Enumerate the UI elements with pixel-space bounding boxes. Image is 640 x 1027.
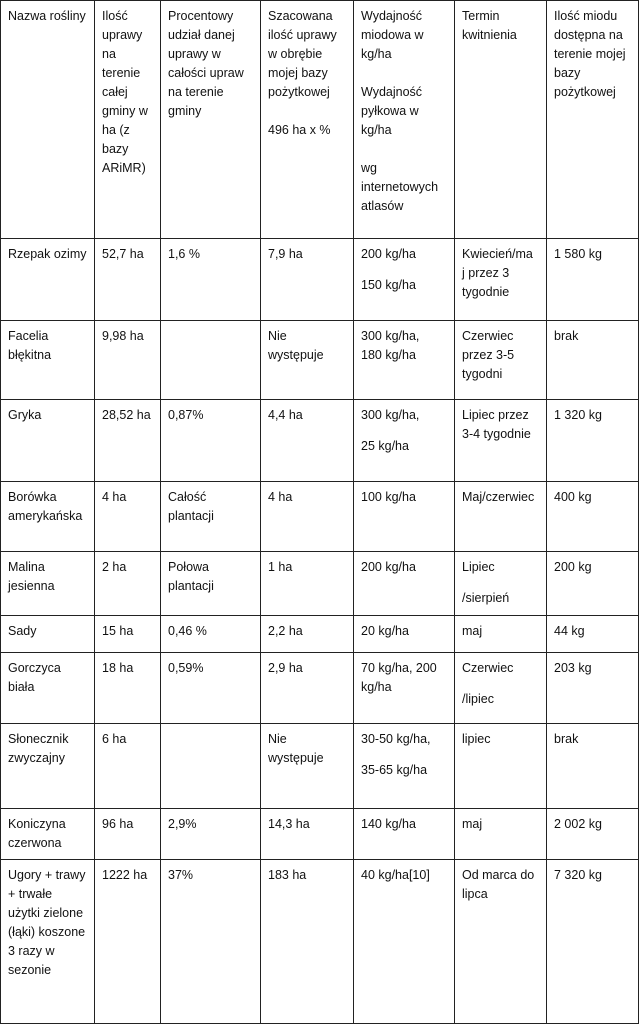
bloom-cell (455, 860, 547, 1024)
percent-cell (161, 321, 261, 400)
bloom-line: Czerwiec (462, 329, 514, 344)
yield-honey-value: 140 kg/ha (361, 817, 416, 832)
yield-cell (354, 652, 455, 723)
bloom-cell (455, 238, 547, 320)
honey-value: 7 320 kg (554, 868, 602, 883)
header-area-line: na (102, 47, 116, 61)
yield-honey-value: 300 kg/ha, (361, 408, 420, 423)
estimate-line: 2,9 ha (268, 660, 303, 675)
percent-cell (161, 860, 261, 1024)
plant-name-cell (1, 238, 95, 320)
percent-line: 37% (168, 868, 194, 883)
bloom-cell (455, 809, 547, 860)
area-cell (95, 481, 161, 551)
header-name (1, 1, 95, 239)
area-cell (95, 238, 161, 320)
header-bloom (455, 1, 547, 239)
yield-cell (354, 321, 455, 400)
percent-cell (161, 400, 261, 481)
plant-name-line: 3 razy w (8, 944, 55, 959)
header-percent-line: udział danej (168, 28, 235, 42)
header-estimate-formula: 496 ha x % (268, 123, 331, 137)
header-percent-line: na terenie (168, 85, 224, 99)
yield-honey-value: 70 kg/ha, 200 (361, 660, 437, 675)
honey-cell (547, 616, 639, 652)
percent-line: Połowa (168, 559, 209, 574)
bloom-line: maj (462, 624, 483, 639)
header-estimate-lines-line: Szacowana (268, 9, 333, 23)
bloom-cell (455, 723, 547, 809)
estimate-line: 7,9 ha (268, 246, 303, 261)
estimate-cell (261, 616, 354, 652)
estimate-line: występuje (268, 750, 324, 765)
percent-line: 2,9% (168, 817, 197, 832)
plant-name-cell (1, 481, 95, 551)
estimate-cell (261, 860, 354, 1024)
area-cell (95, 809, 161, 860)
header-honey (547, 1, 639, 239)
plant-name-line: Słonecznik (8, 731, 69, 746)
plant-name-line: błękitna (8, 348, 52, 363)
header-estimate-lines-line: mojej bazy (268, 66, 328, 80)
bloom-line: Lipiec (462, 559, 495, 574)
header-yield (354, 1, 455, 239)
estimate-line: Nie (268, 731, 287, 746)
yield-honey-value: 100 kg/ha (361, 489, 416, 504)
plant-name-cell (1, 400, 95, 481)
header-area-line: ARiMR) (102, 161, 146, 175)
bloom-line: Kwiecień/ma (462, 246, 533, 261)
plant-name-line: Borówka (8, 489, 57, 504)
honey-cell (547, 860, 639, 1024)
header-estimate-lines (268, 7, 347, 102)
area-value: 9,98 ha (102, 329, 144, 344)
header-honey-line: terenie mojej (554, 47, 626, 61)
bloom-line: maj (462, 817, 483, 832)
area-value: 52,7 ha (102, 246, 144, 261)
yield-honey-value: 200 kg/ha (361, 559, 416, 574)
header-honey-line: bazy (554, 66, 581, 80)
yield-honey-value: 40 kg/ha[10] (361, 868, 430, 883)
yield-pollen-value: 35-65 kg/ha (361, 762, 428, 777)
plant-name-line: + trwałe (8, 887, 53, 902)
yield-pollen-value: 25 kg/ha (361, 439, 409, 454)
header-percent-line: całości upraw (168, 66, 244, 80)
area-value: 28,52 ha (102, 408, 151, 423)
plant-name-line: zwyczajny (8, 750, 65, 765)
bloom-cont-line: /sierpień (462, 590, 510, 605)
table-row (1, 400, 639, 481)
yield-pollen-value: 180 kg/ha (361, 348, 416, 363)
bloom-line: lipiec (462, 731, 491, 746)
area-value: 2 ha (102, 559, 127, 574)
area-cell (95, 652, 161, 723)
estimate-line: 4,4 ha (268, 408, 303, 423)
percent-line: 0,59% (168, 660, 204, 675)
header-yield-source-line: atlasów (361, 199, 404, 213)
bloom-line: tygodnie (462, 284, 510, 299)
bloom-cell (455, 652, 547, 723)
yield-honey-value: 200 kg/ha (361, 246, 416, 261)
bloom-line: Czerwiec (462, 660, 514, 675)
estimate-line: 14,3 ha (268, 817, 310, 832)
header-area (95, 1, 161, 239)
header-estimate-lines-line: pożytkowej (268, 85, 330, 99)
header-area-line: Ilość (102, 9, 128, 23)
yield-pollen-value: 150 kg/ha (361, 277, 416, 292)
honey-cell (547, 809, 639, 860)
plant-name-line: biała (8, 679, 35, 694)
table-row (1, 551, 639, 616)
bloom-cell (455, 321, 547, 400)
honey-value: 400 kg (554, 489, 592, 504)
header-yield-honey-line: kg/ha (361, 47, 392, 61)
plant-name-line: Sady (8, 624, 37, 639)
honey-cell (547, 723, 639, 809)
header-yield-source (361, 159, 448, 216)
estimate-line: występuje (268, 348, 324, 363)
percent-line: Całość (168, 489, 207, 504)
estimate-cell (261, 400, 354, 481)
honey-value: 203 kg (554, 660, 592, 675)
percent-line: 0,46 % (168, 624, 207, 639)
header-yield-source-line: wg (361, 161, 377, 175)
estimate-line: 183 ha (268, 868, 307, 883)
honey-value: 2 002 kg (554, 817, 602, 832)
table-row (1, 616, 639, 652)
estimate-line: 4 ha (268, 489, 293, 504)
bloom-cell (455, 400, 547, 481)
plant-name-cell (1, 616, 95, 652)
header-yield-pollen-line: pyłkowa w (361, 104, 419, 118)
yield-cell (354, 238, 455, 320)
percent-line: plantacji (168, 508, 214, 523)
plant-name-line: (łąki) koszone (8, 925, 86, 940)
yield-cell (354, 809, 455, 860)
plant-name-line: Facelia (8, 329, 49, 344)
header-yield-pollen (361, 83, 448, 140)
percent-cell (161, 652, 261, 723)
area-value: 18 ha (102, 660, 134, 675)
header-yield-honey (361, 7, 448, 64)
header-estimate-lines-line: ilość uprawy (268, 28, 337, 42)
header-percent-line: uprawy w (168, 47, 221, 61)
header-yield-pollen-line: Wydajność (361, 85, 423, 99)
honey-cell (547, 652, 639, 723)
area-value: 15 ha (102, 624, 134, 639)
plant-name-line: Gorczyca (8, 660, 61, 675)
area-cell (95, 723, 161, 809)
header-yield-honey-line: Wydajność (361, 9, 423, 23)
area-cell (95, 616, 161, 652)
header-honey-line: pożytkowej (554, 85, 616, 99)
area-value: 1222 ha (102, 868, 148, 883)
percent-line: 1,6 % (168, 246, 200, 261)
area-cell (95, 551, 161, 616)
yield-cell (354, 551, 455, 616)
honey-value: 44 kg (554, 624, 585, 639)
header-bloom-line: kwitnienia (462, 28, 517, 42)
yield-cell (354, 616, 455, 652)
plant-name-cell (1, 809, 95, 860)
estimate-cell (261, 652, 354, 723)
header-name-text: Nazwa rośliny (8, 9, 86, 23)
plant-name-cell (1, 551, 95, 616)
estimate-line: 1 ha (268, 559, 293, 574)
bloom-line: 3-4 tygodnie (462, 427, 531, 442)
header-estimate (261, 1, 354, 239)
plant-name-line: Gryka (8, 408, 42, 423)
honey-value: brak (554, 329, 579, 344)
header-percent-line: Procentowy (168, 9, 234, 23)
yield-cell (354, 400, 455, 481)
table-row (1, 321, 639, 400)
honey-value: 200 kg (554, 559, 592, 574)
honey-cell (547, 400, 639, 481)
plant-name-line: amerykańska (8, 508, 83, 523)
estimate-cell (261, 238, 354, 320)
plant-name-cell (1, 860, 95, 1024)
bloom-cell (455, 551, 547, 616)
header-area-line: terenie (102, 66, 141, 80)
estimate-line: 2,2 ha (268, 624, 303, 639)
table-body (1, 1, 639, 1024)
estimate-cell (261, 723, 354, 809)
plant-name-line: Koniczyna (8, 817, 66, 832)
percent-cell (161, 481, 261, 551)
honey-value: brak (554, 731, 579, 746)
yield-honey-value-cont: kg/ha (361, 679, 392, 694)
header-honey-line: dostępna na (554, 28, 623, 42)
bloom-line: Maj/czerwiec (462, 489, 535, 504)
bloom-line: Lipiec przez (462, 408, 529, 423)
header-estimate-lines-line: w obrębie (268, 47, 323, 61)
estimate-line: Nie (268, 329, 287, 344)
area-cell (95, 321, 161, 400)
bloom-line: Od marca do (462, 868, 535, 883)
area-cell (95, 860, 161, 1024)
header-area-line: ha (z (102, 123, 130, 137)
yield-cell (354, 860, 455, 1024)
percent-cell (161, 551, 261, 616)
table-row (1, 809, 639, 860)
estimate-cell (261, 321, 354, 400)
yield-honey-value: 20 kg/ha (361, 624, 409, 639)
bloom-cont-line: /lipiec (462, 691, 494, 706)
bloom-cell (455, 481, 547, 551)
plant-name-line: Ugory + trawy (8, 868, 86, 883)
bloom-line: tygodni (462, 367, 503, 382)
table-row (1, 723, 639, 809)
table-row (1, 860, 639, 1024)
percent-cell (161, 616, 261, 652)
honey-cell (547, 321, 639, 400)
plant-name-line: czerwona (8, 836, 62, 851)
yield-honey-value: 300 kg/ha, (361, 329, 420, 344)
header-area-line: gminy w (102, 104, 148, 118)
bloom-line: j przez 3 (462, 265, 510, 280)
honey-cell (547, 481, 639, 551)
table-row (1, 481, 639, 551)
header-area-line: bazy (102, 142, 129, 156)
plant-name-line: Rzepak ozimy (8, 246, 87, 261)
header-honey-line: Ilość miodu (554, 9, 618, 23)
area-cell (95, 400, 161, 481)
honey-value: 1 320 kg (554, 408, 602, 423)
percent-line: plantacji (168, 578, 214, 593)
header-bloom-line: Termin (462, 9, 500, 23)
bloom-cell (455, 616, 547, 652)
table-row (1, 652, 639, 723)
honey-value: 1 580 kg (554, 246, 602, 261)
header-percent (161, 1, 261, 239)
yield-honey-value: 30-50 kg/ha, (361, 731, 431, 746)
header-yield-honey-line: miodowa w (361, 28, 424, 42)
header-area-line: uprawy (102, 28, 143, 42)
plant-name-line: Malina (8, 559, 45, 574)
area-value: 4 ha (102, 489, 127, 504)
table-row (1, 238, 639, 320)
estimate-cell (261, 551, 354, 616)
yield-cell (354, 723, 455, 809)
plant-name-cell (1, 723, 95, 809)
area-value: 96 ha (102, 817, 134, 832)
header-percent-line: gminy (168, 104, 202, 118)
estimate-cell (261, 809, 354, 860)
plant-name-line: sezonie (8, 963, 52, 978)
honey-cell (547, 551, 639, 616)
honey-cell (547, 238, 639, 320)
plant-name-cell (1, 321, 95, 400)
percent-cell (161, 238, 261, 320)
header-yield-source-line: internetowych (361, 180, 439, 194)
plant-name-line: użytki zielone (8, 906, 84, 921)
bloom-line: przez 3-5 (462, 348, 515, 363)
estimate-cell (261, 481, 354, 551)
yield-cell (354, 481, 455, 551)
area-value: 6 ha (102, 731, 127, 746)
header-row (1, 1, 639, 239)
plant-name-line: jesienna (8, 578, 55, 593)
percent-cell (161, 723, 261, 809)
bloom-line: lipca (462, 887, 488, 902)
percent-cell (161, 809, 261, 860)
plant-name-cell (1, 652, 95, 723)
percent-line: 0,87% (168, 408, 204, 423)
header-yield-pollen-line: kg/ha (361, 123, 392, 137)
header-area-line: całej (102, 85, 128, 99)
